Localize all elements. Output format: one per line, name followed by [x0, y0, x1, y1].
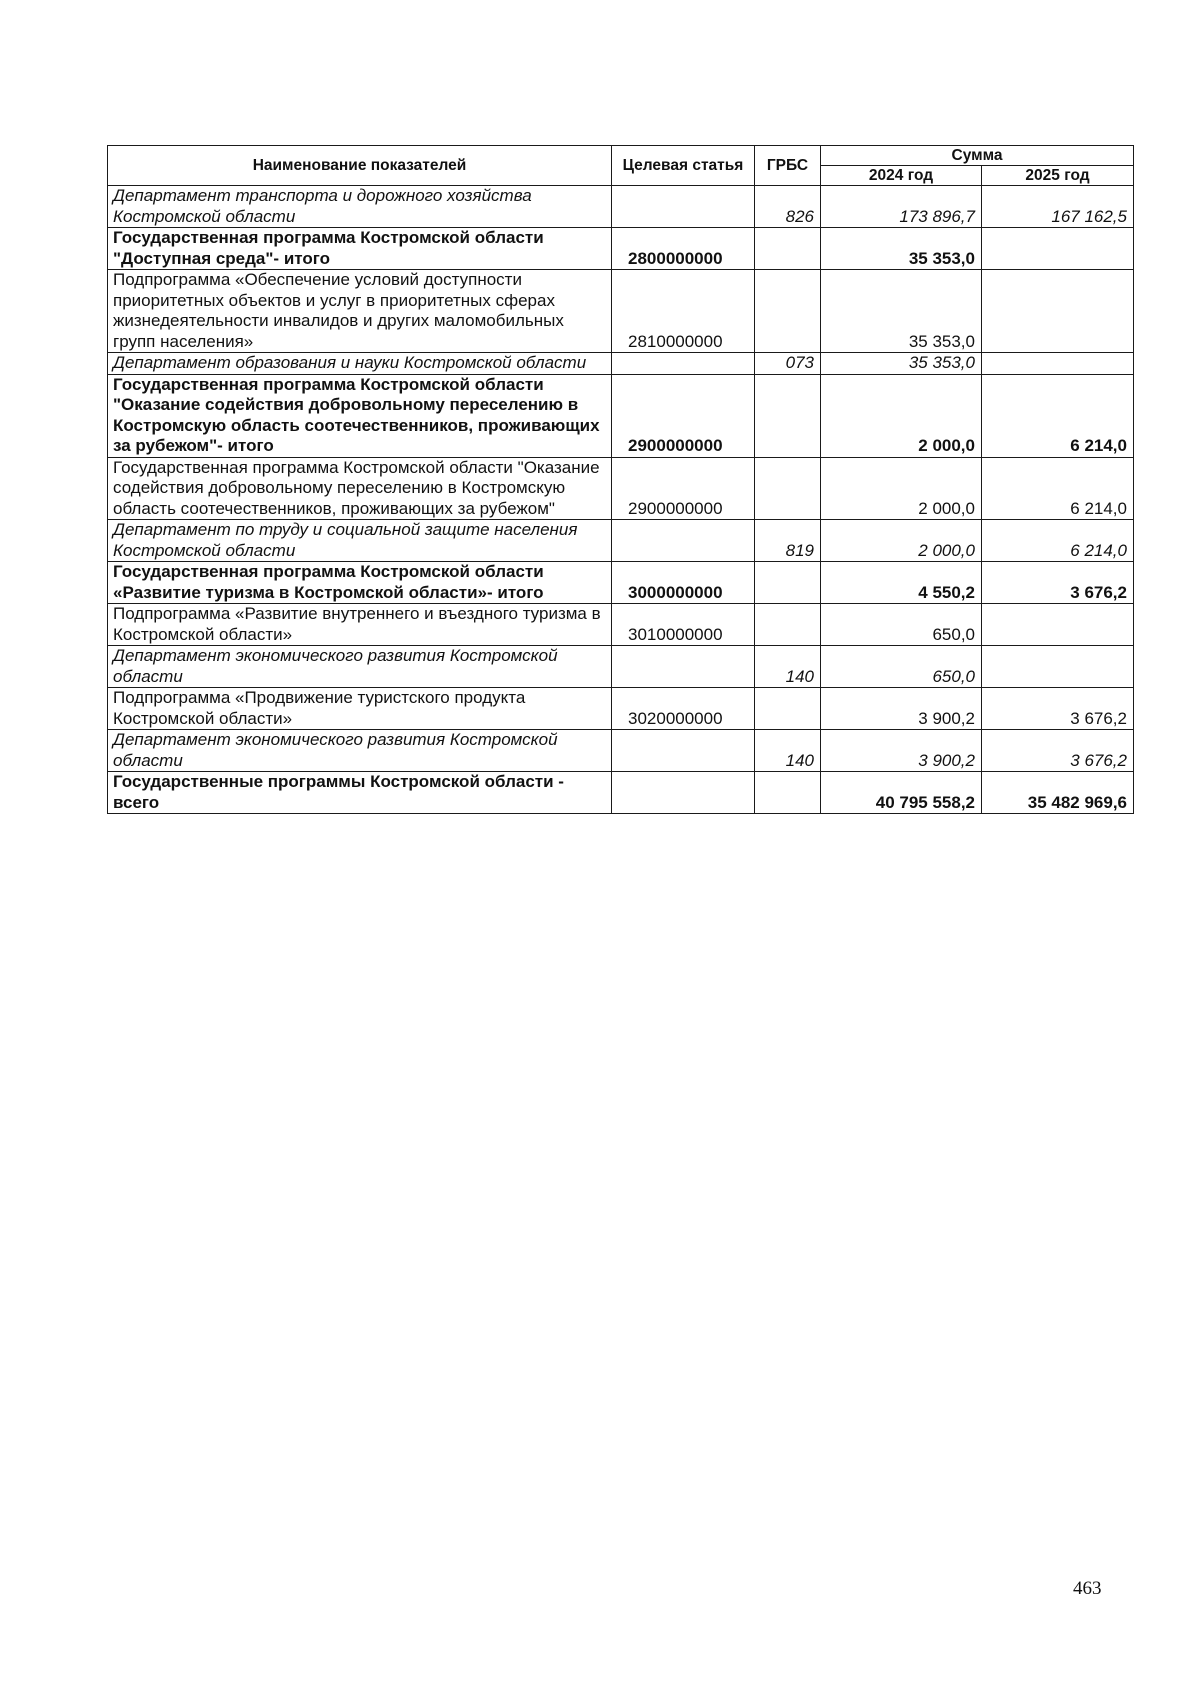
cell-y2025: 3 676,2 [982, 688, 1134, 730]
cell-code [612, 186, 755, 228]
cell-grbs: 073 [755, 353, 821, 375]
table-row [108, 374, 1134, 457]
cell-name: Государственная программа Костромской области "Оказание содействия добровольному переселению в Костромскую область соотечественников, проживающих за рубежом"- итого [108, 374, 612, 457]
cell-y2024: 35 353,0 [821, 270, 982, 353]
table-row [108, 353, 1134, 375]
cell-code: 2810000000 [612, 270, 755, 353]
cell-code [612, 646, 755, 688]
cell-code [612, 772, 755, 814]
cell-y2025 [982, 646, 1134, 688]
cell-y2025 [982, 228, 1134, 270]
header-grbs: ГРБС [755, 146, 821, 186]
table-row [108, 186, 1134, 228]
budget-table-container [107, 145, 1133, 814]
cell-name: Государственная программа Костромской области «Развитие туризма в Костромской области»- итого [108, 562, 612, 604]
cell-grbs [755, 228, 821, 270]
cell-y2025: 167 162,5 [982, 186, 1134, 228]
cell-grbs: 140 [755, 730, 821, 772]
table-row [108, 520, 1134, 562]
cell-y2025: 6 214,0 [982, 520, 1134, 562]
header-2024: 2024 год [821, 166, 982, 186]
table-body [108, 186, 1134, 814]
header-2025: 2025 год [982, 166, 1134, 186]
table-row [108, 228, 1134, 270]
cell-y2024: 2 000,0 [821, 520, 982, 562]
cell-y2024: 650,0 [821, 646, 982, 688]
cell-grbs: 819 [755, 520, 821, 562]
cell-name: Департамент экономического развития Костромской области [108, 730, 612, 772]
cell-name: Государственная программа Костромской области "Доступная среда"- итого [108, 228, 612, 270]
cell-y2024: 173 896,7 [821, 186, 982, 228]
cell-y2025 [982, 604, 1134, 646]
cell-code: 2900000000 [612, 457, 755, 520]
cell-y2025: 6 214,0 [982, 457, 1134, 520]
cell-y2024: 35 353,0 [821, 353, 982, 375]
cell-y2024: 650,0 [821, 604, 982, 646]
cell-grbs [755, 270, 821, 353]
cell-name: Департамент по труду и социальной защите населения Костромской области [108, 520, 612, 562]
budget-table [107, 145, 1134, 814]
table-row [108, 270, 1134, 353]
table-row [108, 457, 1134, 520]
table-row [108, 772, 1134, 814]
table-row [108, 604, 1134, 646]
cell-grbs [755, 772, 821, 814]
cell-name: Департамент транспорта и дорожного хозяйства Костромской области [108, 186, 612, 228]
cell-code [612, 353, 755, 375]
cell-grbs [755, 457, 821, 520]
cell-code: 3010000000 [612, 604, 755, 646]
cell-y2025 [982, 353, 1134, 375]
cell-y2024: 3 900,2 [821, 688, 982, 730]
cell-name: Департамент образования и науки Костромской области [108, 353, 612, 375]
cell-grbs [755, 688, 821, 730]
cell-name: Подпрограмма «Развитие внутреннего и въездного туризма в Костромской области» [108, 604, 612, 646]
cell-grbs [755, 562, 821, 604]
cell-code: 2900000000 [612, 374, 755, 457]
cell-y2024: 35 353,0 [821, 228, 982, 270]
cell-name: Государственная программа Костромской области "Оказание содействия добровольному переселению в Костромскую область соотечественников, проживающих за рубежом" [108, 457, 612, 520]
table-row [108, 646, 1134, 688]
header-name: Наименование показателей [108, 146, 612, 186]
cell-y2025: 35 482 969,6 [982, 772, 1134, 814]
cell-y2024: 40 795 558,2 [821, 772, 982, 814]
cell-name: Подпрограмма «Обеспечение условий доступности приоритетных объектов и услуг в приоритетных сферах жизнедеятельности инвалидов и других маломобильных групп населения» [108, 270, 612, 353]
cell-grbs: 826 [755, 186, 821, 228]
cell-code [612, 520, 755, 562]
cell-name: Департамент экономического развития Костромской области [108, 646, 612, 688]
table-row [108, 688, 1134, 730]
cell-code: 2800000000 [612, 228, 755, 270]
cell-y2025: 3 676,2 [982, 562, 1134, 604]
header-sum: Сумма [821, 146, 1134, 166]
header-code: Целевая статья [612, 146, 755, 186]
cell-y2025 [982, 270, 1134, 353]
cell-y2025: 6 214,0 [982, 374, 1134, 457]
table-row [108, 562, 1134, 604]
cell-grbs [755, 604, 821, 646]
cell-code [612, 730, 755, 772]
cell-y2024: 3 900,2 [821, 730, 982, 772]
cell-name: Государственные программы Костромской области - всего [108, 772, 612, 814]
page-number: 463 [1073, 1578, 1102, 1599]
cell-y2024: 4 550,2 [821, 562, 982, 604]
cell-grbs: 140 [755, 646, 821, 688]
cell-code: 3000000000 [612, 562, 755, 604]
cell-grbs [755, 374, 821, 457]
cell-y2025: 3 676,2 [982, 730, 1134, 772]
table-row [108, 730, 1134, 772]
cell-y2024: 2 000,0 [821, 374, 982, 457]
cell-name: Подпрограмма «Продвижение туристского продукта Костромской области» [108, 688, 612, 730]
cell-code: 3020000000 [612, 688, 755, 730]
cell-y2024: 2 000,0 [821, 457, 982, 520]
